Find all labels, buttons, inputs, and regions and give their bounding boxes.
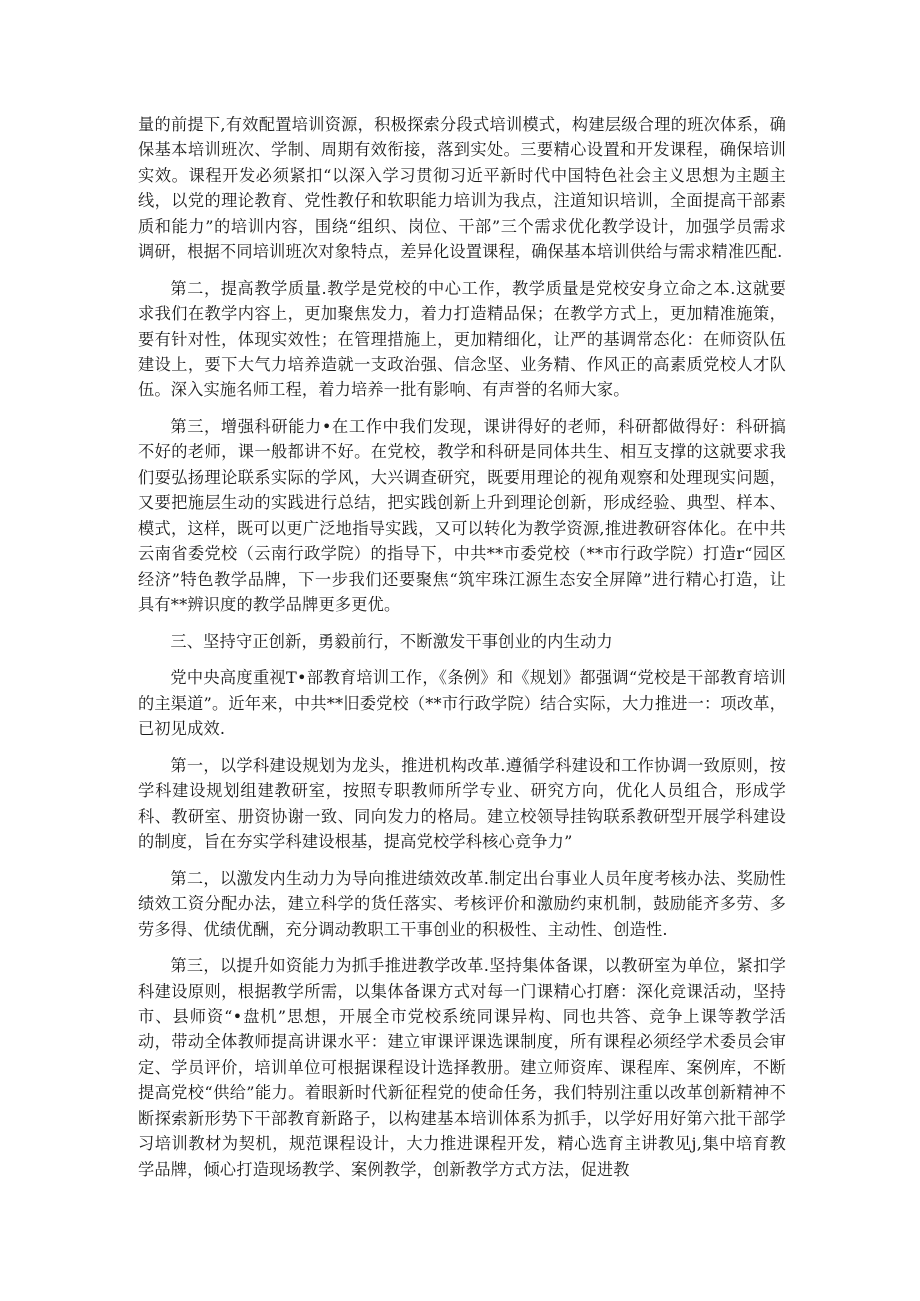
paragraph-research-capacity: 第三，增强科研能力•在工作中我们发现，课讲得好的老师，科研都做得好：科研搞不好的老师，课一般都讲不好。在党校，教学和科研是同体共生、相互支撑的这就要求我们耍弘扬理论联系实际的学风，大兴调查研究，既要用理论的视角观察和处理现实问题，又要把施层生动的实践进行总结，把实践创新上升到理论创新，形成经验、典型、样本、模式，这样，既可以更广泛地指导实践，又可以转化为教学资源,推进教研容体化。在中共云南省委党校（云南行政学院）的指导下，中共**市委党校（**市行政学院）打造r“园区经济”特色教学品牌，下一步我们还要聚焦“筑牢珠江源生态安全屏障”进行精心打造，让具有**辨识度的教学品牌更多更优。 — [138, 417, 786, 614]
paragraph-party-central-emphasis: 党中央高度重视T•部教育培训工作，《条例》和《规划》都强调“党校是干部教育培训的主渠道”。近年来，中共**旧委党校（**市行政学院）结合实际，大力推进一：项改革，已初见成效. — [138, 668, 786, 739]
paragraph-institutional-reform: 第一，以学科建设规划为龙头，推进机构改革.遵循学科建设和工作协调一致原则，按学科建设规划组建教研室，按照专职教师所学专业、研究方向，优化人员组合，形成学科、教研室、册资协谢一致、同向发力的格局。建立校领导挂钩联系教研型开展学科建设的制度，旨在夯实学科建设根基，提高党校学科核心竞争力” — [138, 755, 786, 852]
paragraph-performance-reform: 第二，以激发内生动力为导向推进绩效改革.制定出台事业人员年度考核办法、奖励性绩效工资分配办法，建立科学的货任落实、考核评价和激励约束机制，鼓励能齐多劳、多劳多得、优绩优酬，充分调动教职工干事创业的积极性、主动性、创造性. — [138, 868, 786, 939]
paragraph-teaching-quality: 第二，提高教学质量.教学是党校的中心工作，教学质量是党校安身立命之本.这就要求我们在教学内容上，更加聚焦发力，着力打造精品保；在教学方式上，更加精准施策，要有针对性，体现实效性；在管理措施上，更加精细化，让严的基调常态化：在师资队伍建设上，要下大气力培养造就一支政治强、信念坚、业务精、作风正的高素质党校人才队伍。深入实施名师工程，着力培养一批有影响、有声誉的名师大家。 — [138, 278, 786, 400]
document-body — [138, 112, 786, 1193]
paragraph-teaching-reform: 第三，以提升如资能力为抓手推进教学改革.坚持集体备课，以教研室为单位，紧扣学科建设原则，根据教学所需，以集体备课方式对每一门课精心打磨：深化竞课活动，坚持市、县师资“•盘机”思想，开展全市党校系统同课异构、同也共答、竞争上课等教学活动，带动全体教师提高讲课水平：建立审课评课选课制度，所有课程必须经学术委员会审定、学员评价，培训单位可根据课程设计选择教册。建立师资库、课程库、案例库，不断提高党校“供给”能力。着眼新时代新征程党的使命任务，我们特别注重以改革创新精神不断探索新形势下干部教育新路子，以构建基本培训体系为抓手，以学好用好第六批干部学习培训教材为契机，规范课程设计，大力推进课程开发，精心选育主讲教见j,集中培育教学品牌，倾心打造现场教学、案例教学，创新教学方式方法，促进教 — [138, 956, 786, 1179]
paragraph-training-resources: 量的前提下,有效配置培训资源，积极探索分段式培训模式，构建层级合理的班次体系，确保基本培训班次、学制、周期有效衔接，落到实处。三要精心设置和开发课程，确保培训实效。课程开发必须紧扣“以深入学习贯彻习近平新时代中国特色社会主义思想为主题主线，以党的理论教育、党性教仔和软职能力培训为我点，注道知识培训，全面提高干部素质和能力”的培训内容，围绕“组织、岗位、干部”三个需求优化教学设计，加强学员需求调研，根据不同培训班次对象特点，差异化设置课程，确保基本培训供给与需求精准匹配. — [138, 115, 786, 262]
section-heading-three: 三、坚持守正创新，勇毅前行，不断激发干事创业的内生动力 — [170, 631, 613, 651]
